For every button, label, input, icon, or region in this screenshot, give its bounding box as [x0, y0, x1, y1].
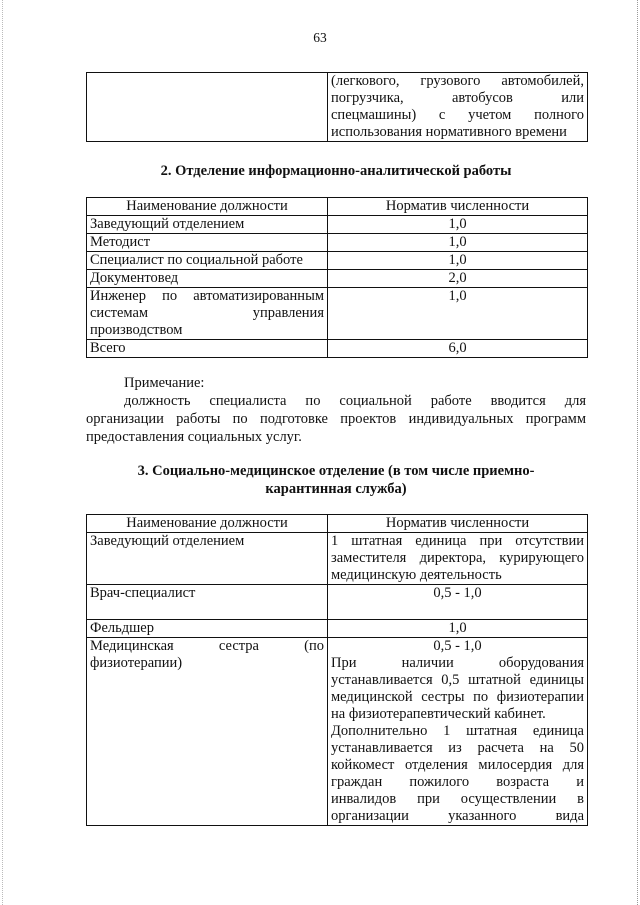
norm-line: койкомест отделения милосердия для — [331, 757, 584, 773]
table-row — [87, 585, 588, 620]
position-cell — [87, 638, 328, 826]
section-2-title: 2. Отделение информационно-аналитической работы — [160, 163, 512, 179]
norm-line: При наличии оборудования — [331, 655, 584, 671]
section-3-title-line-2: карантинная служба) — [265, 481, 407, 497]
position-cell: Методист — [87, 234, 328, 252]
section-3-title-line-1: 3. Социально-медицинское отделение (в том числе приемно- — [137, 463, 535, 479]
position-cell: Всего — [87, 340, 328, 358]
note-line: организации работы по подготовке проектов индивидуальных программ — [86, 411, 586, 427]
continuation-line: (легкового, грузового автомобилей, — [331, 73, 584, 89]
table-row — [87, 73, 588, 142]
left-scan-edge — [2, 0, 5, 905]
norm-line: на физиотерапевтический кабинет. — [331, 706, 546, 722]
position-cell: Заведующий отделением — [87, 216, 328, 234]
continuation-cell — [328, 73, 588, 142]
note-label: Примечание: — [124, 375, 205, 391]
norm-cell: 1,0 — [328, 288, 588, 340]
right-scan-edge — [635, 0, 638, 905]
table-row — [87, 288, 588, 340]
position-line: Инженер по автоматизированным — [90, 288, 324, 304]
page-number: 63 — [313, 30, 327, 45]
table-row — [87, 234, 588, 252]
position-line: Медицинская сестра (по — [90, 638, 324, 654]
table-header-row — [87, 198, 588, 216]
position-cell — [87, 288, 328, 340]
position-cell: Фельдшер — [87, 620, 328, 638]
section-2-note — [86, 374, 586, 446]
continuation-line: спецмашины) с учетом полного — [331, 107, 584, 123]
norm-line: 1 штатная единица при отсутствии — [331, 533, 584, 549]
table-row — [87, 340, 588, 358]
norm-line: инвалидов при осуществлении в — [331, 791, 584, 807]
note-line: должность специалиста по социальной работе вводится для — [124, 393, 586, 409]
table-row — [87, 620, 588, 638]
position-cell: Документовед — [87, 270, 328, 288]
norm-value: 0,5 - 1,0 — [433, 638, 482, 654]
norm-line: Дополнительно 1 штатная единица — [331, 723, 584, 739]
table-header-row — [87, 515, 588, 533]
header-norm: Норматив численности — [328, 515, 588, 533]
norm-cell — [328, 638, 588, 826]
position-cell: Врач-специалист — [87, 585, 328, 620]
table-row — [87, 252, 588, 270]
table-row — [87, 216, 588, 234]
norm-line: медицинской сестры по физиотерапии — [331, 689, 584, 705]
norm-cell: 1,0 — [328, 620, 588, 638]
norm-cell — [328, 533, 588, 585]
header-norm: Норматив численности — [328, 198, 588, 216]
norm-cell: 1,0 — [328, 234, 588, 252]
section-2-table — [86, 197, 588, 358]
position-line: производством — [90, 322, 183, 338]
table-row — [87, 638, 588, 826]
norm-cell: 0,5 - 1,0 — [328, 585, 588, 620]
norm-line: граждан пожилого возраста и — [331, 774, 584, 790]
continuation-table — [86, 72, 588, 142]
position-line: системам управления — [90, 305, 324, 321]
norm-cell: 2,0 — [328, 270, 588, 288]
norm-line: устанавливается из расчета на 50 — [331, 740, 584, 756]
position-cell: Специалист по социальной работе — [87, 252, 328, 270]
table-row — [87, 270, 588, 288]
norm-line: заместителя директора, курирующего — [331, 550, 584, 566]
section-3-table — [86, 514, 588, 826]
empty-cell — [87, 73, 328, 142]
position-cell: Заведующий отделением — [87, 533, 328, 585]
position-line: физиотерапии) — [90, 655, 183, 671]
note-line: предоставления социальных услуг. — [86, 429, 302, 445]
continuation-line: погрузчика, автобусов или — [331, 90, 584, 106]
table-row — [87, 533, 588, 585]
norm-cell: 1,0 — [328, 252, 588, 270]
norm-line: организации указанного вида — [331, 808, 584, 824]
continuation-line: использования нормативного времени — [331, 124, 567, 140]
norm-line: устанавливается 0,5 штатной единицы — [331, 672, 584, 688]
norm-cell: 1,0 — [328, 216, 588, 234]
norm-line: медицинскую деятельность — [331, 567, 502, 583]
header-position: Наименование должности — [87, 198, 328, 216]
norm-cell: 6,0 — [328, 340, 588, 358]
header-position: Наименование должности — [87, 515, 328, 533]
